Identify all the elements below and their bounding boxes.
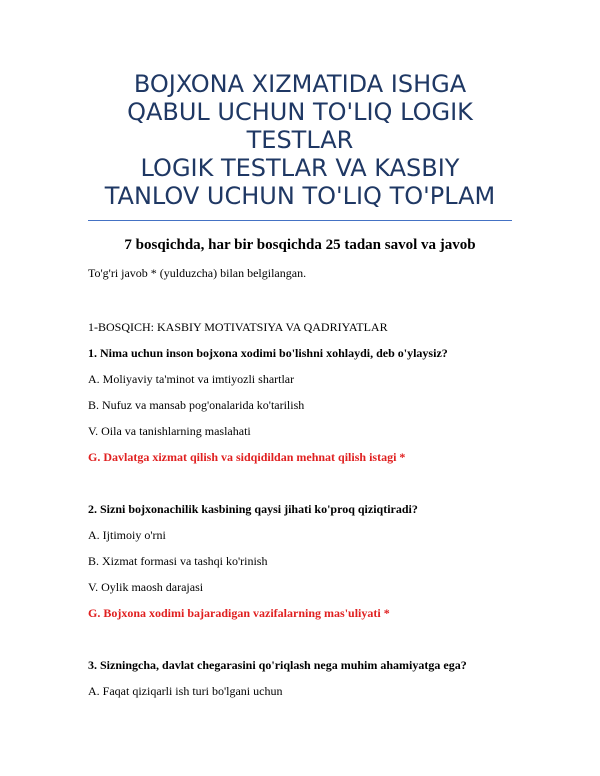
correct-answer-option: G. Davlatga xizmat qilish va sidqidildan mehnat qilish istagi * bbox=[88, 450, 406, 464]
answer-option: A. Faqat qiziqarli ish turi bo'lgani uchun bbox=[88, 684, 283, 698]
title-line: QABUL UCHUN TO'LIQ LOGIK bbox=[127, 98, 473, 126]
correct-answer-option: G. Bojxona xodimi bajaradigan vazifalarning mas'uliyati * bbox=[88, 606, 390, 620]
question-text: 1. Nima uchun inson bojxona xodimi bo'lishni xohlaydi, deb o'ylaysiz? bbox=[88, 346, 448, 360]
answer-option: V. Oylik maosh darajasi bbox=[88, 580, 204, 594]
question-text: 3. Sizningcha, davlat chegarasini qo'riqlash nega muhim ahamiyatga ega? bbox=[88, 658, 467, 672]
title-line: TESTLAR bbox=[246, 126, 354, 154]
question-text: 2. Sizni bojxonachilik kasbining qaysi jihati ko'proq qiziqtiradi? bbox=[88, 502, 418, 516]
answer-option: A. Moliyaviy ta'minot va imtiyozli shartlar bbox=[88, 372, 295, 386]
answer-option: B. Xizmat formasi va tashqi ko'rinish bbox=[88, 554, 268, 568]
title-line: BOJXONA XIZMATIDA ISHGA bbox=[133, 70, 467, 98]
answer-note: To'g'ri javob * (yulduzcha) bilan belgilangan. bbox=[88, 266, 307, 280]
answer-option: A. Ijtimoiy o'rni bbox=[88, 528, 166, 542]
section-title: 1-BOSQICH: KASBIY MOTIVATSIYA VA QADRIYATLAR bbox=[88, 320, 388, 334]
answer-option: V. Oila va tanishlarning maslahati bbox=[88, 424, 251, 438]
answer-option: B. Nufuz va mansab pog'onalarida ko'tarilish bbox=[88, 398, 305, 412]
document-title bbox=[78, 70, 522, 210]
title-divider bbox=[88, 220, 512, 221]
title-line: TANLOV UCHUN TO'LIQ TO'PLAM bbox=[104, 182, 496, 210]
document-subtitle: 7 bosqichda, har bir bosqichda 25 tadan savol va javob bbox=[124, 237, 476, 253]
title-line: LOGIK TESTLAR VA KASBIY bbox=[140, 154, 460, 182]
